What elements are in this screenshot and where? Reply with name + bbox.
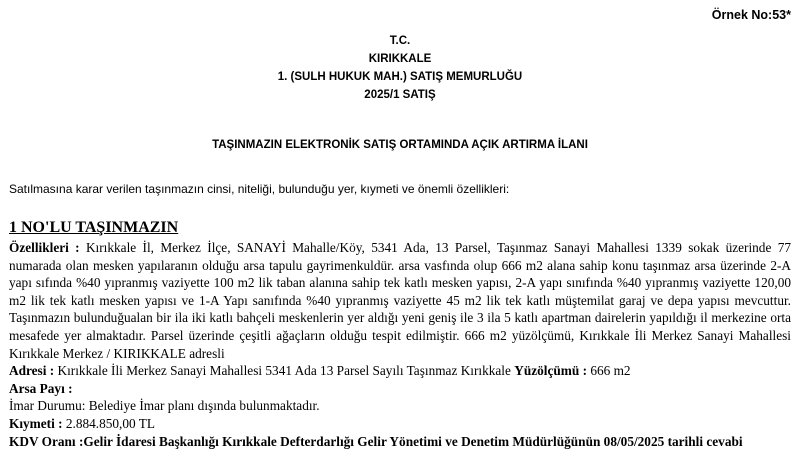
value-label: Kıymeti : — [9, 415, 63, 431]
area-label: Yüzölçümü : — [514, 363, 587, 379]
property-title: 1 NO'LU TAŞINMAZIN — [9, 219, 179, 236]
address-text: Kırıkkale İli Merkez Sanayi Mahallesi 5341 Ada 13 Parsel Sayılı Taşınmaz Kırıkkale — [54, 363, 515, 379]
kdv-label: KDV Oranı : — [9, 433, 84, 449]
area-text: 666 m2 — [587, 363, 631, 379]
header-office: 1. (SULH HUKUK MAH.) SATIŞ MEMURLUĞU — [277, 71, 523, 83]
zoning-line: İmar Durumu: Belediye İmar planı dışında bulunmaktadır. — [9, 398, 320, 414]
features-label: Özellikleri : — [9, 240, 80, 255]
notice-title: TAŞINMAZIN ELEKTRONİK SATIŞ ORTAMINDA AÇIK ARTIRMA İLANI — [212, 139, 588, 151]
address-line — [9, 362, 791, 380]
header-city: KIRIKKALE — [368, 53, 432, 65]
share-label: Arsa Payı : — [9, 380, 73, 396]
header-sale-number: 2025/1 SATIŞ — [364, 89, 436, 101]
property-details — [9, 239, 791, 450]
kdv-text: Gelir İdaresi Başkanlığı Kırıkkale Defterdarlığı Gelir Yönetimi ve Denetim Müdürlüğünün 08/05/2025 tarihli cevabi — [83, 433, 743, 449]
value-text: 2.884.850,00 TL — [62, 415, 156, 431]
address-label: Adresi : — [9, 363, 55, 379]
value-line — [9, 415, 791, 433]
header-tc: T.C. — [389, 35, 411, 47]
share-line — [9, 380, 791, 398]
sample-number: Örnek No:53* — [711, 8, 791, 22]
intro-text: Satılmasına karar verilen taşınmazın cinsi, niteliği, bulunduğu yer, kıymeti ve önemli özellikleri: — [9, 182, 510, 196]
kdv-line — [9, 433, 791, 450]
features-paragraph — [9, 239, 791, 362]
features-text: Kırıkkale İl, Merkez İlçe, SANAYİ Mahalle/Köy, 5341 Ada, 13 Parsel, Taşınmaz Sanayi Mahallesi 1339 sokak üzerinde 77 numarada olan mesken yapılaranın olduğu arsa tapulu gayrimenkuldür. arsa vasfında olup 666 m2 alana sahip konu taşınmaz arsa üzerinde 2-A yapı sıfında %40 yıpranmış vaziyette 100 m2 lik taban alanına sahip tek katlı mesken yapısı, 2-A yapı sınıfında %40 yıpranmış vaziyette 120,00 m2 lik tek katlı mesken yapısı ve 1-A Yapı sanıfında %40 yıpranmış vaziyette 45 m2 lik tek katlı müştemilat garaj ve depa yapısı mevcuttur. Taşınmazın bulunduğualan bir ila iki katlı bahçeli meskenlerin yer aldığı yeni geniş ile 3 ila 5 katlı apartman dairelerin yapıldığı il merkezine orta mesafede yer almaktadır. Parsel üzerinde çeşitli ağaçların olduğu tespit edilmiştir. 666 m2 yüzölçümü, Kırıkkale İli Merkez Sanayi Mahallesi Kırıkkale Merkez / KIRIKKALE adresli — [9, 240, 791, 361]
